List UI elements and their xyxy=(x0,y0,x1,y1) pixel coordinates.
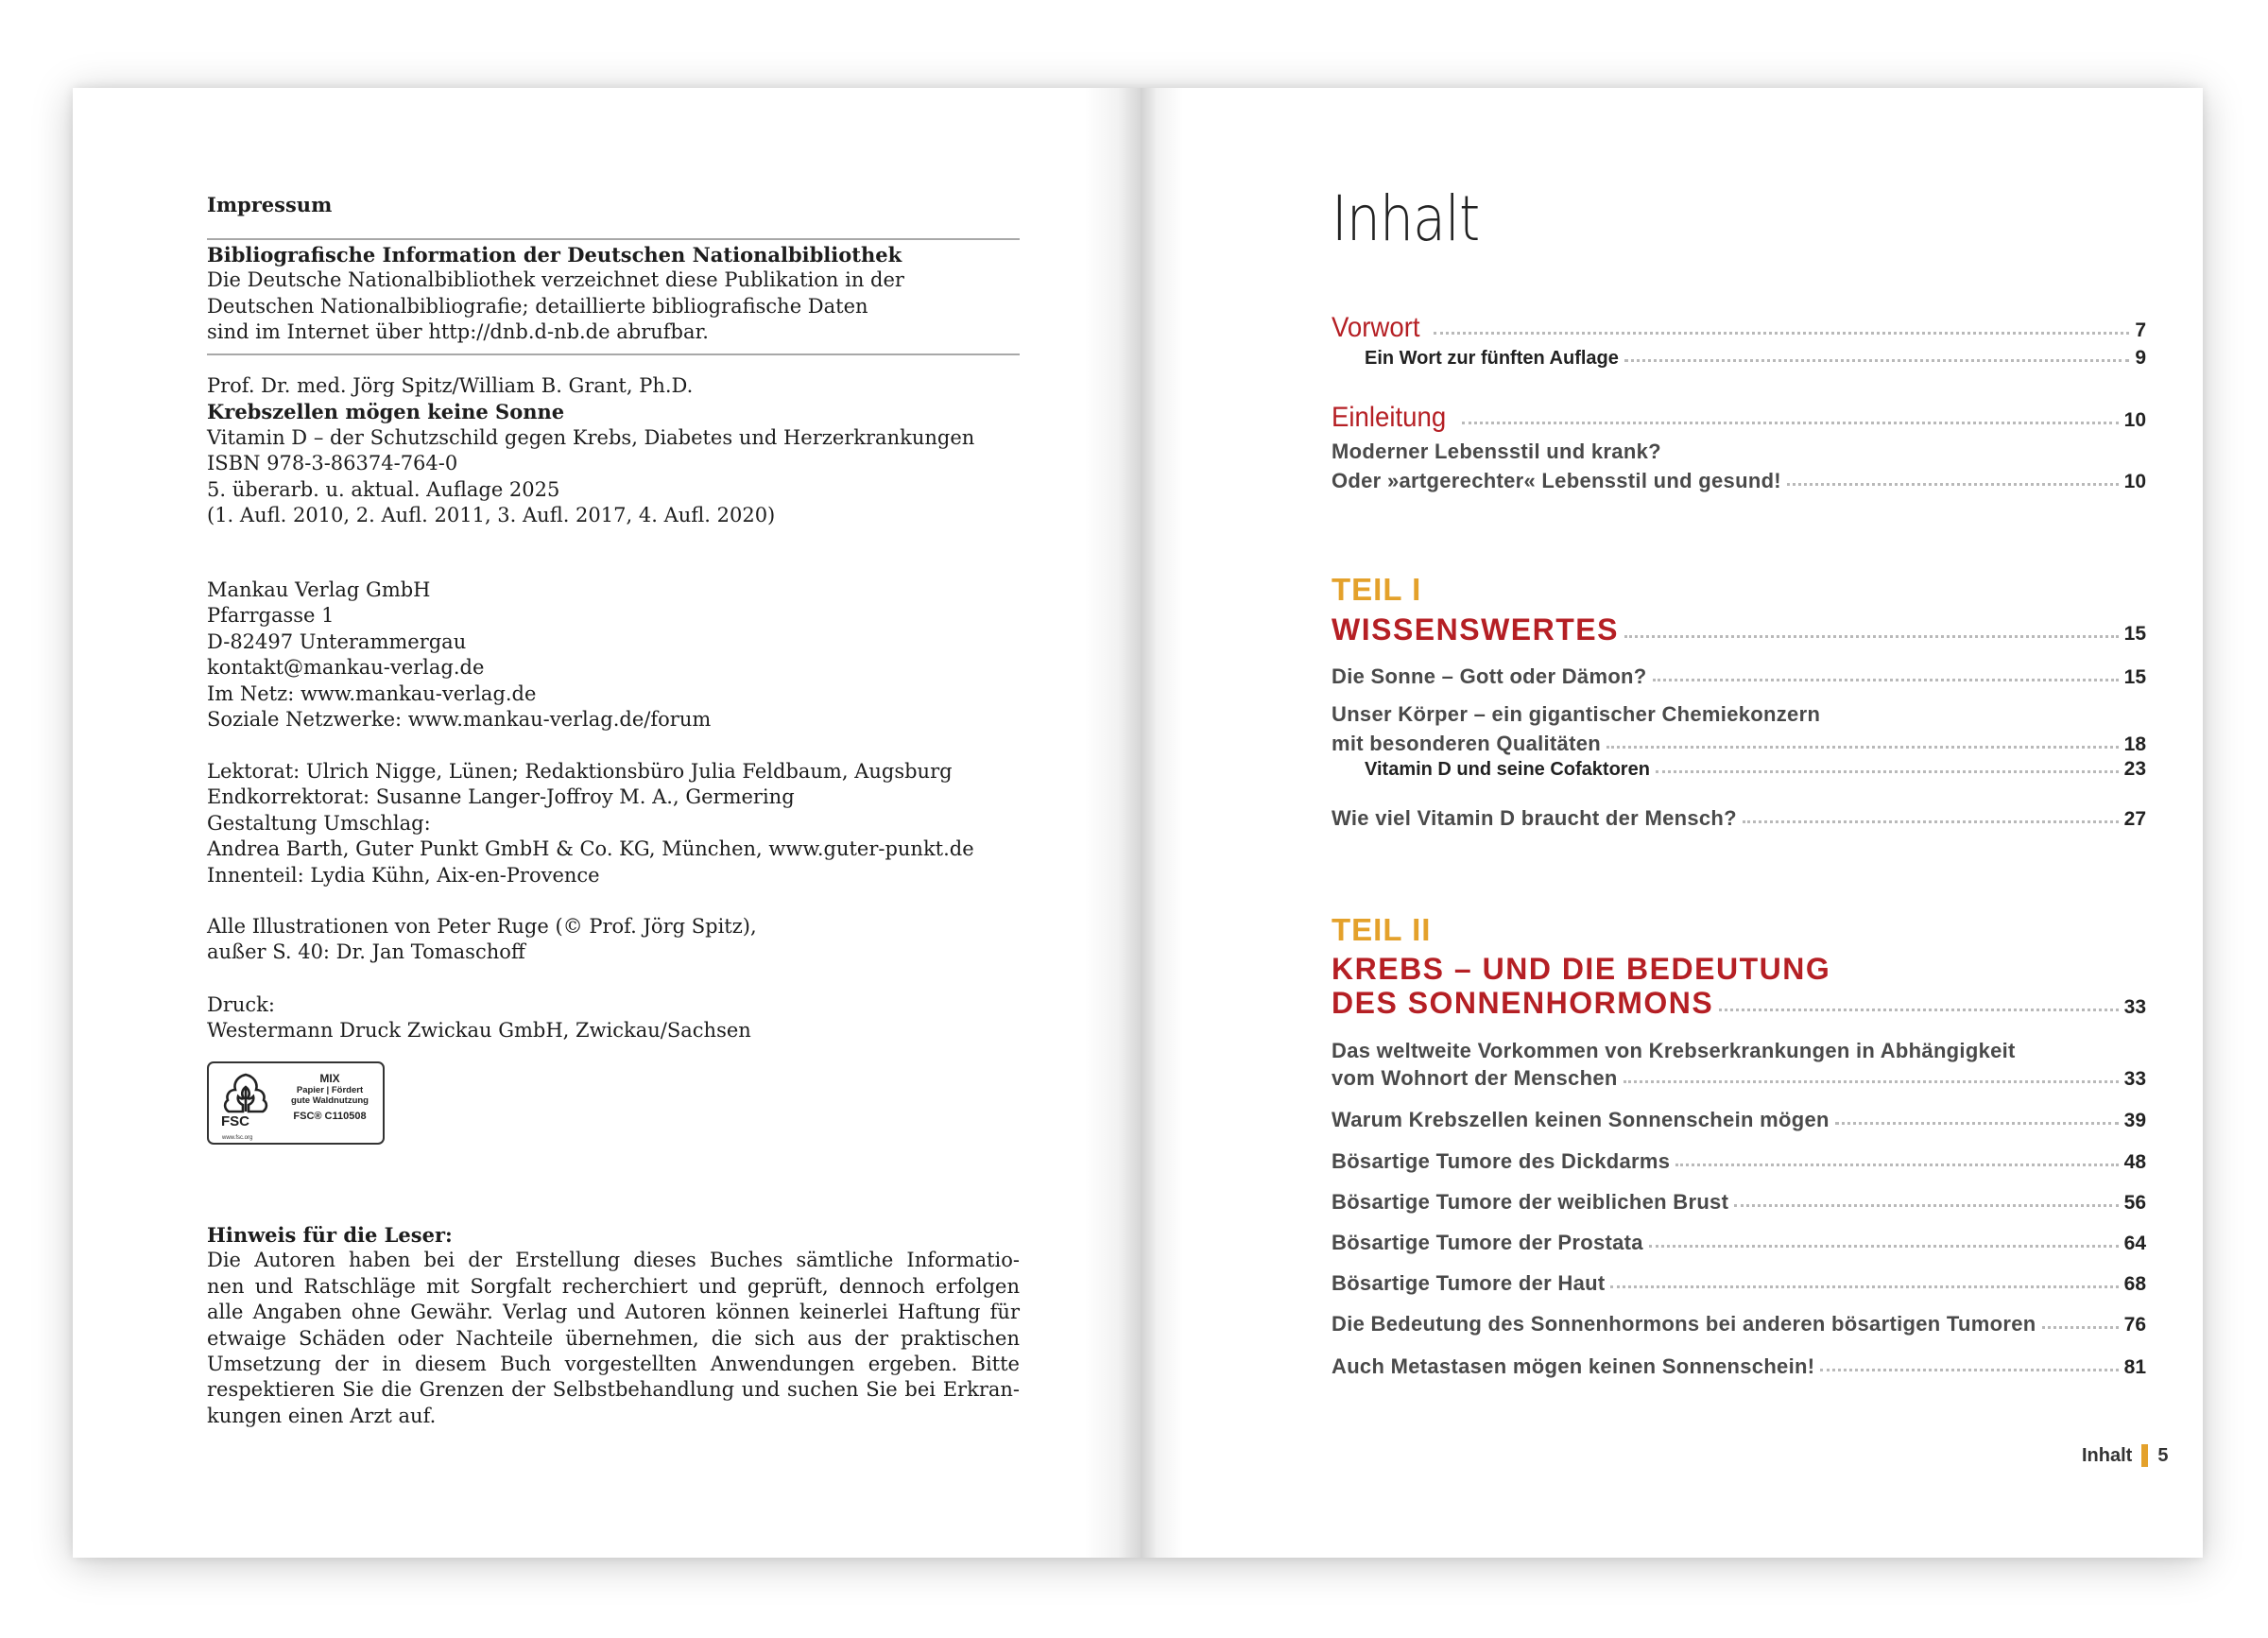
toc-entry[interactable] xyxy=(1332,1190,2146,1215)
toc-entry-label: Bösartige Tumore der Prostata xyxy=(1332,1231,1643,1254)
toc-entry[interactable] xyxy=(1332,1354,2146,1379)
toc-entry-vorwort[interactable] xyxy=(1332,312,2146,344)
toc-entry-label: Ein Wort zur fünften Auflage xyxy=(1365,348,1619,369)
toc-entry-label: Bösartige Tumore des Dickdarms xyxy=(1332,1149,1671,1173)
toc-page-number: 56 xyxy=(2123,1192,2146,1214)
hint-line: kungen einen Arzt auf. xyxy=(207,1404,437,1427)
toc-page-number: 18 xyxy=(2123,733,2146,755)
dot-leader xyxy=(1734,1204,2118,1207)
toc-entry-part-1[interactable] xyxy=(1332,612,2146,647)
toc-page-number: 76 xyxy=(2123,1314,2146,1336)
book-line: ISBN 978-3-86374-764-0 xyxy=(207,452,458,475)
toc-entry-label: Bösartige Tumore der weiblichen Brust xyxy=(1332,1190,1729,1214)
fsc-web: www.fsc.org xyxy=(222,1135,253,1141)
toc-entry-vorwort-sub[interactable] xyxy=(1365,347,2146,370)
hint-line: alle Angaben ohne Gewähr. Verlag und Autoren können keinerlei Haftung für xyxy=(207,1301,1020,1324)
toc-entry[interactable] xyxy=(1332,1271,2146,1296)
toc-page-number: 27 xyxy=(2123,808,2146,830)
toc-entry-einleitung[interactable] xyxy=(1332,402,2146,434)
illustration-block xyxy=(207,914,757,966)
dot-leader xyxy=(1787,483,2119,486)
credits-block xyxy=(207,759,974,888)
fsc-code: FSC® C110508 xyxy=(293,1111,367,1122)
part-label-1: TEIL I xyxy=(1332,572,1422,607)
dot-leader xyxy=(1624,1080,2119,1083)
credits-line: Innenteil: Lydia Kühn, Aix-en-Provence xyxy=(207,863,600,887)
dot-leader xyxy=(1653,679,2119,681)
reader-note xyxy=(207,1222,1020,1429)
credits-line: Endkorrektorat: Susanne Langer-Joffroy M. A., Germering xyxy=(207,785,795,809)
toc-entry-einleitung-sub[interactable] xyxy=(1332,469,2146,493)
toc-page-number: 10 xyxy=(2123,409,2146,431)
dot-leader xyxy=(1610,1285,2118,1288)
toc-entry-weltweit-line1: Das weltweite Vorkommen von Krebserkrankungen in Abhängigkeit xyxy=(1332,1039,2016,1062)
toc-page-number: 23 xyxy=(2123,758,2146,780)
publisher-line: Pfarrgasse 1 xyxy=(207,604,335,628)
toc-page-number: 15 xyxy=(2123,666,2146,688)
toc-entry[interactable] xyxy=(1332,1108,2146,1132)
biblio-line: Die Deutsche Nationalbibliothek verzeichnet diese Publikation in der xyxy=(207,268,904,292)
hint-line: Die Autoren haben bei der Erstellung dieses Buches sämtliche Informatio- xyxy=(207,1249,1020,1272)
impressum-heading: Impressum xyxy=(207,193,333,216)
toc-page-number: 68 xyxy=(2123,1273,2146,1295)
dot-leader xyxy=(1624,359,2129,362)
toc-entry-label: Einleitung xyxy=(1332,402,1447,433)
toc-page-number: 10 xyxy=(2123,471,2146,492)
dot-leader xyxy=(2042,1326,2119,1329)
fsc-line: gute Waldnutzung xyxy=(291,1095,369,1106)
dot-leader xyxy=(1434,332,2130,335)
part-label-2: TEIL II xyxy=(1332,912,1432,947)
fsc-logo xyxy=(207,1061,385,1145)
page-footer xyxy=(2082,1444,2168,1467)
dot-leader xyxy=(1624,635,2119,638)
toc-page-number: 9 xyxy=(2135,347,2146,369)
book-title: Krebszellen mögen keine Sonne xyxy=(207,400,565,424)
hint-title: Hinweis für die Leser: xyxy=(207,1223,453,1247)
part-heading: DES SONNENHORMONS xyxy=(1332,986,1714,1020)
authors: Prof. Dr. med. Jörg Spitz/William B. Grant, Ph.D. xyxy=(207,374,694,397)
footer-page-number: 5 xyxy=(2157,1444,2169,1466)
toc-entry[interactable] xyxy=(1332,1231,2146,1255)
fsc-name: FSC xyxy=(221,1113,249,1129)
illustration-line: außer S. 40: Dr. Jan Tomaschoff xyxy=(207,940,525,964)
hint-line: nen und Ratschläge mit Sorgfalt recherchiert und geprüft, dennoch erfolgen xyxy=(207,1274,1020,1298)
hint-line: etwaige Schäden oder Nachteile übernehmen, die sich aus der praktischen xyxy=(207,1326,1020,1350)
dot-leader xyxy=(1649,1245,2119,1248)
toc-entry-part-2[interactable] xyxy=(1332,986,2146,1021)
toc-entry-weltweit[interactable] xyxy=(1332,1066,2146,1091)
publisher-line: kontakt@mankau-verlag.de xyxy=(207,656,485,680)
toc-entry-label: vom Wohnort der Menschen xyxy=(1332,1066,1618,1090)
toc-entry-label: Die Sonne – Gott oder Dämon? xyxy=(1332,664,1647,688)
publisher-line: Im Netz: www.mankau-verlag.de xyxy=(207,681,537,705)
toc-page-number: 15 xyxy=(2123,623,2146,645)
publisher-line: Mankau Verlag GmbH xyxy=(207,578,431,601)
part-heading: WISSENSWERTES xyxy=(1332,612,1619,647)
toc-entry-koerper-line1: Unser Körper – ein gigantischer Chemiekonzern xyxy=(1332,702,1821,726)
hint-line: Umsetzung der in diesem Buch vorgestellten Anwendungen ergeben. Bitte xyxy=(207,1353,1020,1376)
print-block xyxy=(207,992,751,1044)
biblio-line: sind im Internet über http://dnb.d-nb.de abrufbar. xyxy=(207,320,709,344)
dot-leader xyxy=(1462,422,2119,424)
biblio-line: Deutschen Nationalbibliografie; detaillierte bibliografische Daten xyxy=(207,294,868,318)
hint-line: respektieren Sie die Grenzen der Selbstbehandlung und suchen Sie bei Erkran- xyxy=(207,1378,1020,1402)
toc-entry-label: Bösartige Tumore der Haut xyxy=(1332,1271,1606,1295)
credits-line: Andrea Barth, Guter Punkt GmbH & Co. KG, München, www.guter-punkt.de xyxy=(207,837,974,861)
toc-entry-label: Warum Krebszellen keinen Sonnenschein mögen xyxy=(1332,1108,1830,1131)
print-line: Westermann Druck Zwickau GmbH, Zwickau/Sachsen xyxy=(207,1019,751,1043)
toc-page-number: 48 xyxy=(2123,1151,2146,1173)
toc-page-number: 33 xyxy=(2123,1068,2146,1090)
toc-entry-wie-viel[interactable] xyxy=(1332,806,2146,831)
publisher-line: Soziale Netzwerke: www.mankau-verlag.de/forum xyxy=(207,708,712,732)
fsc-line: Papier | Fördert xyxy=(296,1085,364,1095)
book-line: (1. Aufl. 2010, 2. Aufl. 2011, 3. Aufl. 2017, 4. Aufl. 2020) xyxy=(207,504,776,527)
toc-entry-koerper[interactable] xyxy=(1332,732,2146,756)
fsc-text xyxy=(283,1072,377,1124)
publisher-block xyxy=(207,578,711,733)
toc-entry[interactable] xyxy=(1332,1149,2146,1174)
toc-entry-label: Wie viel Vitamin D braucht der Mensch? xyxy=(1332,806,1737,830)
left-page-impressum xyxy=(73,88,1141,1558)
table-of-contents xyxy=(1141,88,2203,1558)
toc-entry-label: Vorwort xyxy=(1332,312,1420,343)
toc-page-number: 7 xyxy=(2135,319,2146,341)
gutter-shadow-left xyxy=(1084,88,1141,1558)
dot-leader xyxy=(1675,1164,2118,1166)
book-info-block xyxy=(207,373,974,528)
dot-leader xyxy=(1719,1009,2118,1011)
credits-line: Gestaltung Umschlag: xyxy=(207,811,431,835)
right-page-contents xyxy=(1141,88,2203,1558)
toc-entry-label: Die Bedeutung des Sonnenhormons bei anderen bösartigen Tumoren xyxy=(1332,1312,2036,1336)
credits-line: Lektorat: Ulrich Nigge, Lünen; Redaktionsbüro Julia Feldbaum, Augsburg xyxy=(207,760,953,783)
divider xyxy=(207,238,1020,240)
toc-entry-label: Vitamin D und seine Cofaktoren xyxy=(1365,759,1650,780)
fsc-mix: MIX xyxy=(319,1072,340,1085)
toc-page-number: 64 xyxy=(2123,1233,2146,1254)
print-line: Druck: xyxy=(207,993,275,1016)
footer-label: Inhalt xyxy=(2082,1444,2133,1466)
toc-page-number: 81 xyxy=(2123,1356,2146,1378)
book-spread xyxy=(73,88,2203,1558)
toc-title: Inhalt xyxy=(1332,182,1480,255)
toc-entry-label: Oder »artgerechter« Lebensstil und gesund! xyxy=(1332,469,1781,492)
illustration-line: Alle Illustrationen von Peter Ruge (© Prof. Jörg Spitz), xyxy=(207,915,757,938)
dot-leader xyxy=(1743,820,2119,823)
toc-entry-einleitung-sub-line1: Moderner Lebensstil und krank? xyxy=(1332,440,1661,463)
toc-entry[interactable] xyxy=(1332,1312,2146,1336)
part-heading-line1: KREBS – UND DIE BEDEUTUNG xyxy=(1332,952,1831,986)
toc-entry-vitamin-d[interactable] xyxy=(1365,758,2146,781)
dot-leader xyxy=(1606,746,2119,749)
publisher-line: D-82497 Unterammergau xyxy=(207,629,467,653)
toc-page-number: 39 xyxy=(2123,1110,2146,1131)
book-line: Vitamin D – der Schutzschild gegen Krebs, Diabetes und Herzerkrankungen xyxy=(207,425,975,449)
biblio-title: Bibliografische Information der Deutschen Nationalbibliothek xyxy=(207,243,902,267)
dot-leader xyxy=(1835,1122,2119,1125)
toc-entry[interactable] xyxy=(1332,664,2146,689)
dot-leader xyxy=(1820,1369,2118,1371)
divider xyxy=(207,353,1020,355)
biblio-block xyxy=(207,242,904,346)
book-line: 5. überarb. u. aktual. Auflage 2025 xyxy=(207,477,560,501)
toc-entry-label: mit besonderen Qualitäten xyxy=(1332,732,1601,755)
footer-accent-bar xyxy=(2141,1444,2148,1467)
dot-leader xyxy=(1656,770,2119,773)
toc-page-number: 33 xyxy=(2123,996,2146,1018)
toc-entry-label: Auch Metastasen mögen keinen Sonnenschein! xyxy=(1332,1354,1815,1378)
